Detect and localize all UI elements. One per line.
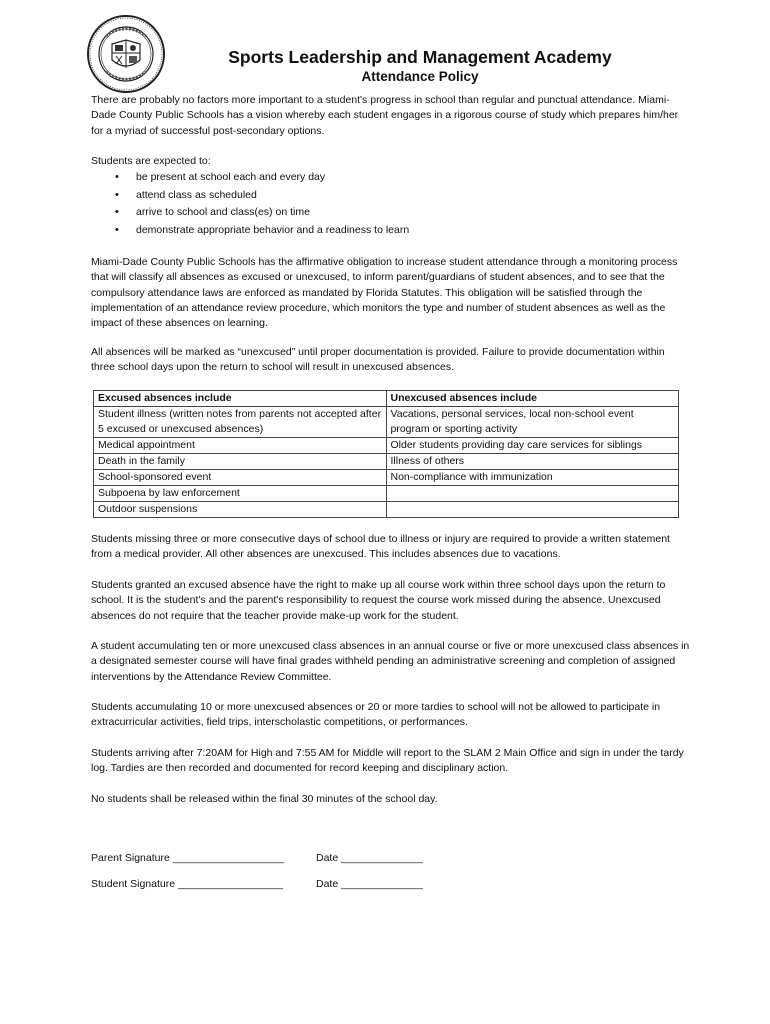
intro-paragraph xyxy=(91,93,691,139)
list-item: • demonstrate appropriate behavior and a readiness to learn xyxy=(91,222,691,240)
medical-statement-paragraph xyxy=(91,532,691,563)
list-item: • arrive to school and class(es) on time xyxy=(91,204,691,222)
student-date-field[interactable]: Date ______________ xyxy=(316,878,423,890)
table-cell: Non-compliance with immunization xyxy=(386,470,679,486)
expectations-section xyxy=(91,154,691,239)
table-cell: Vacations, personal services, local non-school event program or sporting activity xyxy=(386,407,679,438)
documentation-text: All absences will be marked as “unexcused” until proper documentation is provided. Failure to provide documentation within three school days upon the return to school will result in unexcused absences. xyxy=(91,346,665,374)
intro-text: There are probably no factors more important to a student's progress in school than regular and punctual attendance. Miami-Dade County Public Schools has a vision whereby each student engages in a rigorous course of study which prepares him/her for a myriad of successful post-secondary options. xyxy=(91,94,679,137)
extracurricular-text: Students accumulating 10 or more unexcused absences or 20 or more tardies to school will not be allowed to participate in extracurricular activities, field trips, interscholastic competitions, or performances. xyxy=(91,701,661,729)
documentation-paragraph xyxy=(91,345,691,376)
table-cell xyxy=(386,502,679,518)
table-cell: Medical appointment xyxy=(94,438,387,454)
table-cell: Older students providing day care services for siblings xyxy=(386,438,679,454)
table-row xyxy=(94,470,679,486)
makeup-work-text: Students granted an excused absence have the right to make up all course work within three school days upon the return to school. It is the student's and the parent's responsibility to request the course work missed during the absence. Unexcused absences do not require that the teacher provide make-up work for the student. xyxy=(91,579,666,622)
table-header-row xyxy=(94,391,679,407)
table-row xyxy=(94,438,679,454)
page-subtitle: Attendance Policy xyxy=(361,69,479,84)
absences-table xyxy=(93,390,679,518)
unexcused-header: Unexcused absences include xyxy=(386,391,679,407)
tardy-text: Students arriving after 7:20AM for High and 7:55 AM for Middle will report to the SLAM 2 Main Office and sign in under the tardy log. Tardies are then recorded and documented for record keeping and disciplinary action. xyxy=(91,747,684,775)
table-row xyxy=(94,486,679,502)
table-cell: Illness of others xyxy=(386,454,679,470)
parent-date-field[interactable]: Date ______________ xyxy=(316,852,423,864)
release-text: No students shall be released within the final 30 minutes of the school day. xyxy=(91,793,438,805)
parent-signature-field[interactable]: Parent Signature ___________________ xyxy=(91,852,284,864)
grades-withheld-text: A student accumulating ten or more unexcused class absences in an annual course or five or more unexcused class absences in a designated semester course will have final grades withheld pending an administrative screening and completion of assigned interventions by the Attendance Review Committee. xyxy=(91,640,690,683)
table-cell: Outdoor suspensions xyxy=(94,502,387,518)
table-cell: School-sponsored event xyxy=(94,470,387,486)
expectations-intro: Students are expected to: xyxy=(91,155,211,167)
makeup-work-paragraph xyxy=(91,578,691,624)
grades-withheld-paragraph xyxy=(91,639,691,685)
table-row xyxy=(94,454,679,470)
list-item: • attend class as scheduled xyxy=(91,187,691,205)
excused-header: Excused absences include xyxy=(94,391,387,407)
table-cell: Death in the family xyxy=(94,454,387,470)
student-signature-field[interactable]: Student Signature __________________ xyxy=(91,878,284,890)
page-title: Sports Leadership and Management Academy xyxy=(228,47,612,67)
obligation-paragraph xyxy=(91,255,691,331)
list-item: • be present at school each and every day xyxy=(91,169,691,187)
table-cell: Student illness (written notes from parents not accepted after 5 excused or unexcused absences) xyxy=(94,407,387,438)
table-row xyxy=(94,502,679,518)
extracurricular-paragraph xyxy=(91,700,691,731)
tardy-paragraph xyxy=(91,746,691,777)
obligation-text: Miami-Dade County Public Schools has the affirmative obligation to increase student attendance through a monitoring process that will classify all absences as excused or unexcused, to inform parent/guardians of student absences, and to see that the compulsory attendance laws are enforced as mandated by Florida Statutes. This obligation will be satisfied through the implementation of an attendance review procedure, which monitors the type and number of student absences as well as the impact of these absences on learning. xyxy=(91,256,678,330)
release-paragraph xyxy=(91,792,691,807)
table-cell: Subpoena by law enforcement xyxy=(94,486,387,502)
medical-statement-text: Students missing three or more consecutive days of school due to illness or injury are required to provide a written statement from a medical provider. All other absences are unexcused. This includes absences due to vacations. xyxy=(91,533,670,561)
table-cell xyxy=(386,486,679,502)
table-row xyxy=(94,407,679,438)
expectations-list xyxy=(91,169,691,239)
